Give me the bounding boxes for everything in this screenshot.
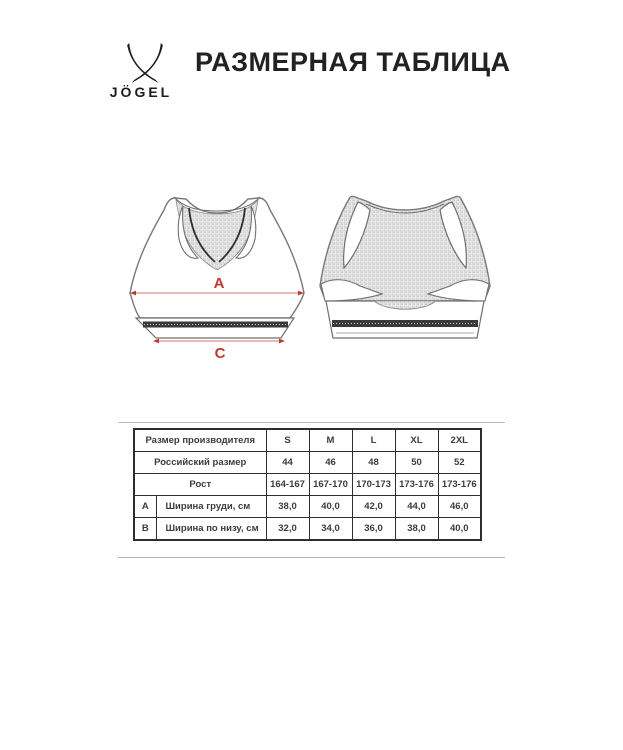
size-2xl: 2XL: [438, 429, 481, 452]
cell: 52: [438, 452, 481, 474]
table-row-bottom-width: [134, 518, 481, 541]
size-m: M: [309, 429, 352, 452]
size-s: S: [266, 429, 309, 452]
front-band-stripe: [143, 322, 288, 328]
cell: 40,0: [438, 518, 481, 541]
jogel-logo-icon: [126, 42, 164, 84]
divider-top: [118, 422, 505, 423]
cell: 46,0: [438, 496, 481, 518]
row-label: Рост: [134, 474, 266, 496]
cell: 42,0: [352, 496, 395, 518]
size-l: L: [352, 429, 395, 452]
bra-front-drawing: [123, 194, 311, 362]
dimension-arrow-c-right: [279, 339, 285, 344]
row-label: Ширина по низу, см: [156, 518, 266, 541]
row-label: Российский размер: [134, 452, 266, 474]
dimension-arrow-c-left: [153, 339, 159, 344]
cell: 48: [352, 452, 395, 474]
cell: 40,0: [309, 496, 352, 518]
row-label: Размер производителя: [134, 429, 266, 452]
table-row-manufacturer-size: [134, 429, 481, 452]
measure-letter: B: [134, 518, 156, 541]
dimension-label-c: C: [214, 345, 226, 362]
cell: 44,0: [395, 496, 438, 518]
measure-letter: A: [134, 496, 156, 518]
cell: 46: [309, 452, 352, 474]
cell: 173-176: [438, 474, 481, 496]
cell: 44: [266, 452, 309, 474]
page-title: РАЗМЕРНАЯ ТАБЛИЦА: [195, 47, 511, 77]
cell: 173-176: [395, 474, 438, 496]
size-table: [133, 428, 482, 541]
cell: 32,0: [266, 518, 309, 541]
cell: 167-170: [309, 474, 352, 496]
table-row-russian-size: [134, 452, 481, 474]
bra-back-drawing: [316, 194, 494, 346]
table-row-height: [134, 474, 481, 496]
divider-bottom: [118, 557, 505, 558]
cell: 38,0: [395, 518, 438, 541]
cell: 34,0: [309, 518, 352, 541]
cell: 38,0: [266, 496, 309, 518]
row-label: Ширина груди, см: [156, 496, 266, 518]
front-band: [136, 318, 294, 338]
cell: 164-167: [266, 474, 309, 496]
size-xl: XL: [395, 429, 438, 452]
dimension-label-a: A: [213, 275, 225, 292]
table-row-chest-width: [134, 496, 481, 518]
cell: 50: [395, 452, 438, 474]
brand-name: JÖGEL: [109, 84, 173, 100]
cell: 170-173: [352, 474, 395, 496]
cell: 36,0: [352, 518, 395, 541]
